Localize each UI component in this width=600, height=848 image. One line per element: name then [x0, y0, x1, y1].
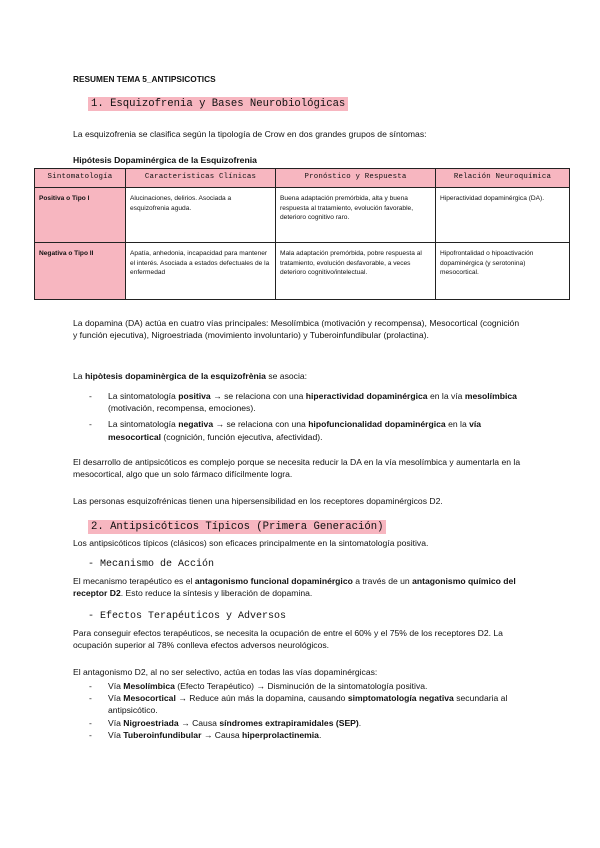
- bullet-dash: -: [89, 717, 92, 728]
- bullet-text: → Causa: [201, 729, 243, 740]
- document-title: RESUMEN TEMA 5_ANTIPSICOTICS: [73, 74, 216, 84]
- bullet-bold: simptomatología negativa: [347, 693, 454, 704]
- section-1-heading: 1. Esquizofrenia y Bases Neurobiológicas: [88, 97, 348, 111]
- bullet-bold: Mesocortical: [123, 693, 176, 704]
- table-cell: Hiperactividad dopaminérgica (DA).: [436, 188, 570, 243]
- crow-typology-table: [34, 168, 570, 300]
- development-paragraph: El desarrollo de antipsicóticos es complejo porque se necesita reducir la DA en la vía mesolímbica y aumentarla en la mesocortical, algo que un solo fármaco difícilmente logra.: [73, 457, 521, 480]
- mechanism-text: El mecanismo terapéutico es el: [73, 576, 195, 586]
- table-row: [35, 188, 570, 243]
- hypothesis-lead-bold: hipòtesis dopaminèrgica de la esquizofrènia: [84, 371, 266, 381]
- list-item: [73, 390, 523, 414]
- hypothesis-lead-post: se asocia:: [265, 371, 308, 381]
- table-cell: Apatía, anhedonia, incapacidad para mantener el interés. Asociada a estados defectuales de la enfermedad: [126, 243, 276, 300]
- bullet-text: (Efecto Terapéutico) → Disminución de la sintomatología positiva.: [174, 681, 428, 691]
- dopamine-pathways-paragraph: La dopamina (DA) actúa en cuatro vías principales: Mesolímbica (motivación y recompensa), Mesocortical (cognición y función ejecutiva), Nigroestriada (movimiento involuntario) y Tuberoinfundibular (prolactina).: [73, 318, 520, 341]
- effects-paragraph: Para conseguir efectos terapéuticos, se necesita la ocupación de entre el 60% y el 75% de los receptores D2. La ocupación superior al 78% conlleva efectos adversos neurológicos.: [73, 628, 503, 651]
- bullet-bold: Tuberoinfundibular: [123, 729, 202, 740]
- bullet-dash: -: [89, 419, 92, 430]
- hypersensitivity-paragraph: Las personas esquizofrénicas tienen una hipersensibilidad en los receptores dopaminérgicos D2.: [73, 496, 443, 506]
- section-2-heading: 2. Antipsicóticos Típicos (Primera Generación): [88, 520, 386, 534]
- table-cell: Buena adaptación premórbida, alta y buena respuesta al tratamiento, evolución favorable, deterioro cognitivo raro.: [276, 188, 436, 243]
- bullet-bold: positiva: [178, 391, 211, 401]
- bullet-text: en la: [445, 419, 470, 430]
- bullet-bold: hipofuncionalidad dopaminérgica: [308, 419, 446, 430]
- mechanism-text: a través de un: [352, 576, 413, 586]
- table-header-cell: Relación Neuroquímica: [436, 169, 570, 188]
- mechanism-bold: antagonismo funcional dopaminérgico: [194, 576, 353, 586]
- bullet-text: .: [318, 729, 322, 740]
- bullet-dash: -: [89, 681, 92, 691]
- bullet-dash: -: [89, 729, 92, 740]
- bullet-text: Vía: [108, 681, 124, 691]
- bullet-bold: mesolímbica: [464, 391, 517, 401]
- hypothesis-bullet-list: [73, 390, 523, 443]
- bullet-text: (motivación, recompensa, emociones).: [108, 403, 256, 414]
- bullet-text: secundaria al antipsicótico.: [108, 693, 508, 716]
- table-title: Hipótesis Dopaminérgica de la Esquizofrenia: [73, 155, 257, 165]
- list-item: [73, 418, 523, 442]
- list-item: [73, 692, 523, 716]
- mechanism-subheading: - Mecanismo de Acción: [88, 559, 215, 570]
- table-row-header: Negativa o Tipo II: [35, 243, 126, 300]
- bullet-text: → Reduce aún más la dopamina, causando: [175, 693, 348, 704]
- bullet-text: Vía: [108, 693, 124, 704]
- bullet-bold: negativa: [178, 419, 214, 430]
- bullet-text: Vía: [108, 729, 124, 740]
- table-header-row: [35, 169, 570, 188]
- pathways-bullet-list: [73, 680, 523, 741]
- table-row-header: Positiva o Tipo I: [35, 188, 126, 243]
- table-cell: Alucinaciones, delirios. Asociada a esquizofrenia aguda.: [126, 188, 276, 243]
- bullet-text: → Causa: [178, 717, 220, 728]
- mechanism-text: . Esto reduce la síntesis y liberación de dopamina.: [120, 588, 313, 599]
- table-header-cell: Sintomatología: [35, 169, 126, 188]
- bullet-text: La sintomatología: [108, 419, 179, 430]
- bullet-bold: vía mesocortical: [108, 419, 482, 442]
- bullet-bold: Mesolímbica: [123, 681, 175, 691]
- table-cell: Hipofrontalidad o hipoactivación dopaminérgica (y serotonina) mesocortical.: [436, 243, 570, 300]
- bullet-text: .: [358, 717, 362, 728]
- hypothesis-lead: [73, 370, 523, 382]
- table-row: [35, 243, 570, 300]
- antagonism-paragraph: El antagonismo D2, al no ser selectivo, actúa en todas las vías dopaminérgicas:: [73, 667, 378, 677]
- bullet-dash: -: [89, 693, 92, 704]
- bullet-text: La sintomatología: [108, 391, 179, 401]
- list-item: [73, 729, 523, 741]
- table-cell: Mala adaptación premórbida, pobre respuesta al tratamiento, evolución desfavorable, a veces deterioro cognitivo/intelectual.: [276, 243, 436, 300]
- table-header-cell: Pronóstico y Respuesta: [276, 169, 436, 188]
- section-1-intro: La esquizofrenia se clasifica según la tipología de Crow en dos grandes grupos de síntomas:: [73, 129, 427, 139]
- table-header-cell: Características Clínicas: [126, 169, 276, 188]
- bullet-bold: Nigroestriada: [123, 717, 179, 728]
- bullet-text: en la vía: [427, 391, 465, 401]
- section-2-intro: Los antipsicóticos típicos (clásicos) son eficaces principalmente en la sintomatología positiva.: [73, 538, 429, 548]
- bullet-text: Vía: [108, 717, 124, 728]
- bullet-text: → se relaciona con una: [210, 391, 306, 401]
- list-item: [73, 717, 523, 729]
- bullet-bold: síndromes extrapiramidales (SEP): [219, 717, 359, 728]
- bullet-bold: hiperactividad dopaminérgica: [305, 391, 428, 401]
- bullet-text: → se relaciona con una: [213, 419, 309, 430]
- mechanism-paragraph: [73, 575, 523, 599]
- bullet-text: (cognición, función ejecutiva, afectividad).: [161, 431, 323, 442]
- list-item: [73, 680, 523, 692]
- effects-subheading: - Efectos Terapéuticos y Adversos: [88, 611, 287, 622]
- bullet-dash: -: [89, 391, 92, 401]
- bullet-bold: hiperprolactinemia: [242, 729, 319, 740]
- mechanism-bold: antagonismo químico del receptor D2: [73, 576, 516, 599]
- hypothesis-lead-pre: La: [73, 371, 85, 381]
